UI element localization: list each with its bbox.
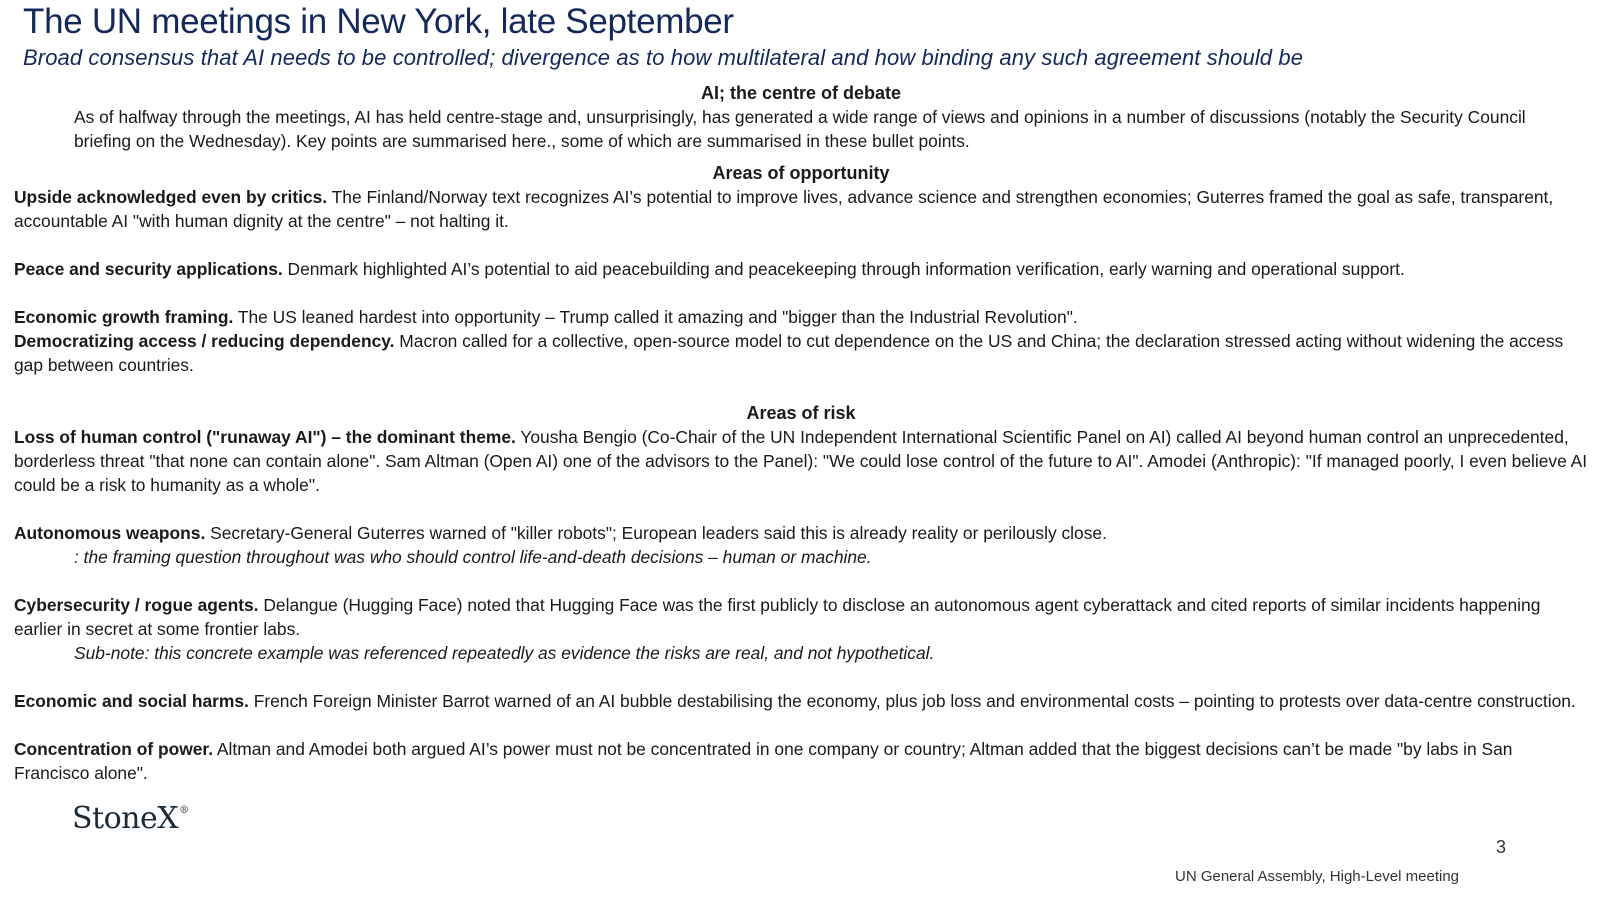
logo-registered-mark: ® <box>179 805 189 816</box>
point-lead: Economic growth framing. <box>14 307 234 327</box>
opportunity-point-access <box>14 329 1588 377</box>
slide-subtitle: Broad consensus that AI needs to be controlled; divergence as to how multilateral and how binding any such agreement should be <box>23 45 1304 70</box>
point-text: The Finland/Norway text recognizes AI’s potential to improve lives, advance science and strengthen economies; Guterres framed the goal as safe, transparent, accountable AI "with human dignity at the centre" – not halting it. <box>14 187 1554 231</box>
risk-subnote-cyber: Sub-note: this concrete example was referenced repeatedly as evidence the risks are real, and not hypothetical. <box>74 643 935 663</box>
slide-body <box>14 81 1588 785</box>
point-text: The US leaned hardest into opportunity – Trump called it amazing and "bigger than the Industrial Revolution". <box>233 307 1078 327</box>
section-heading-debate: AI; the centre of debate <box>700 83 902 103</box>
point-text: Secretary-General Guterres warned of "killer robots"; European leaders said this is already reality or perilously close. <box>205 523 1107 543</box>
point-lead: Peace and security applications. <box>14 259 283 279</box>
stonex-logo <box>72 801 189 836</box>
point-text: Macron called for a collective, open-source model to cut dependence on the US and China; the declaration stressed acting without widening the access gap between countries. <box>14 331 1564 375</box>
point-lead: Autonomous weapons. <box>14 523 206 543</box>
point-text: Altman and Amodei both argued AI’s power must not be concentrated in one company or country; Altman added that the biggest decisions can’t be made "by labs in San Francisco alone". <box>14 739 1513 783</box>
point-text: Yousha Bengio (Co-Chair of the UN Independent International Scientific Panel on AI) called AI beyond human control an unprecedented, borderless threat "that none can contain alone". Sam Altman (Open AI) one of the advisors to the Panel): "We could lose control of the future to AI". Amodei (Anthropic): "If managed poorly, I even believe AI could be a risk to humanity as a whole". <box>14 427 1588 495</box>
point-text: Delangue (Hugging Face) noted that Hugging Face was the first publicly to disclose an autonomous agent cyberattack and cited reports of similar incidents happening earlier in secret at some frontier labs. <box>14 595 1541 639</box>
risk-point-weapons <box>14 521 1588 545</box>
point-text: Denmark highlighted AI’s potential to aid peacebuilding and peacekeeping through information verification, early warning and operational support. <box>282 259 1405 279</box>
footer-caption: UN General Assembly, High-Level meeting <box>1175 868 1460 885</box>
opportunity-point-peace <box>14 257 1588 281</box>
point-lead: Concentration of power. <box>14 739 214 759</box>
risk-point-cyber <box>14 593 1588 641</box>
point-lead: Upside acknowledged even by critics. <box>14 187 328 207</box>
point-lead: Economic and social harms. <box>14 691 249 711</box>
opportunity-point-growth <box>14 305 1588 329</box>
page-number: 3 <box>1496 837 1507 857</box>
risk-subnote-weapons: : the framing question throughout was who should control life-and-death decisions – human or machine. <box>74 547 872 567</box>
point-lead: Democratizing access / reducing dependency. <box>14 331 395 351</box>
point-lead: Loss of human control ("runaway AI") – the dominant theme. <box>14 427 516 447</box>
section-heading-risk: Areas of risk <box>746 403 856 423</box>
point-text: French Foreign Minister Barrot warned of an AI bubble destabilising the economy, plus job loss and environmental costs – pointing to protests over data-centre construction. <box>248 691 1576 711</box>
risk-point-control <box>14 425 1588 497</box>
risk-point-power <box>14 737 1588 785</box>
slide-title: The UN meetings in New York, late September <box>23 2 734 41</box>
logo-text: StoneX <box>72 801 179 836</box>
point-lead: Cybersecurity / rogue agents. <box>14 595 259 615</box>
debate-intro: As of halfway through the meetings, AI has held centre-stage and, unsurprisingly, has generated a wide range of views and opinions in a number of discussions (notably the Security Council briefing on the Wednesday). Key points are summarised here., some of which are summarised in these bullet points. <box>74 107 1526 151</box>
risk-point-harms <box>14 689 1588 713</box>
opportunity-point-upside <box>14 185 1588 233</box>
section-heading-opportunity: Areas of opportunity <box>712 163 890 183</box>
